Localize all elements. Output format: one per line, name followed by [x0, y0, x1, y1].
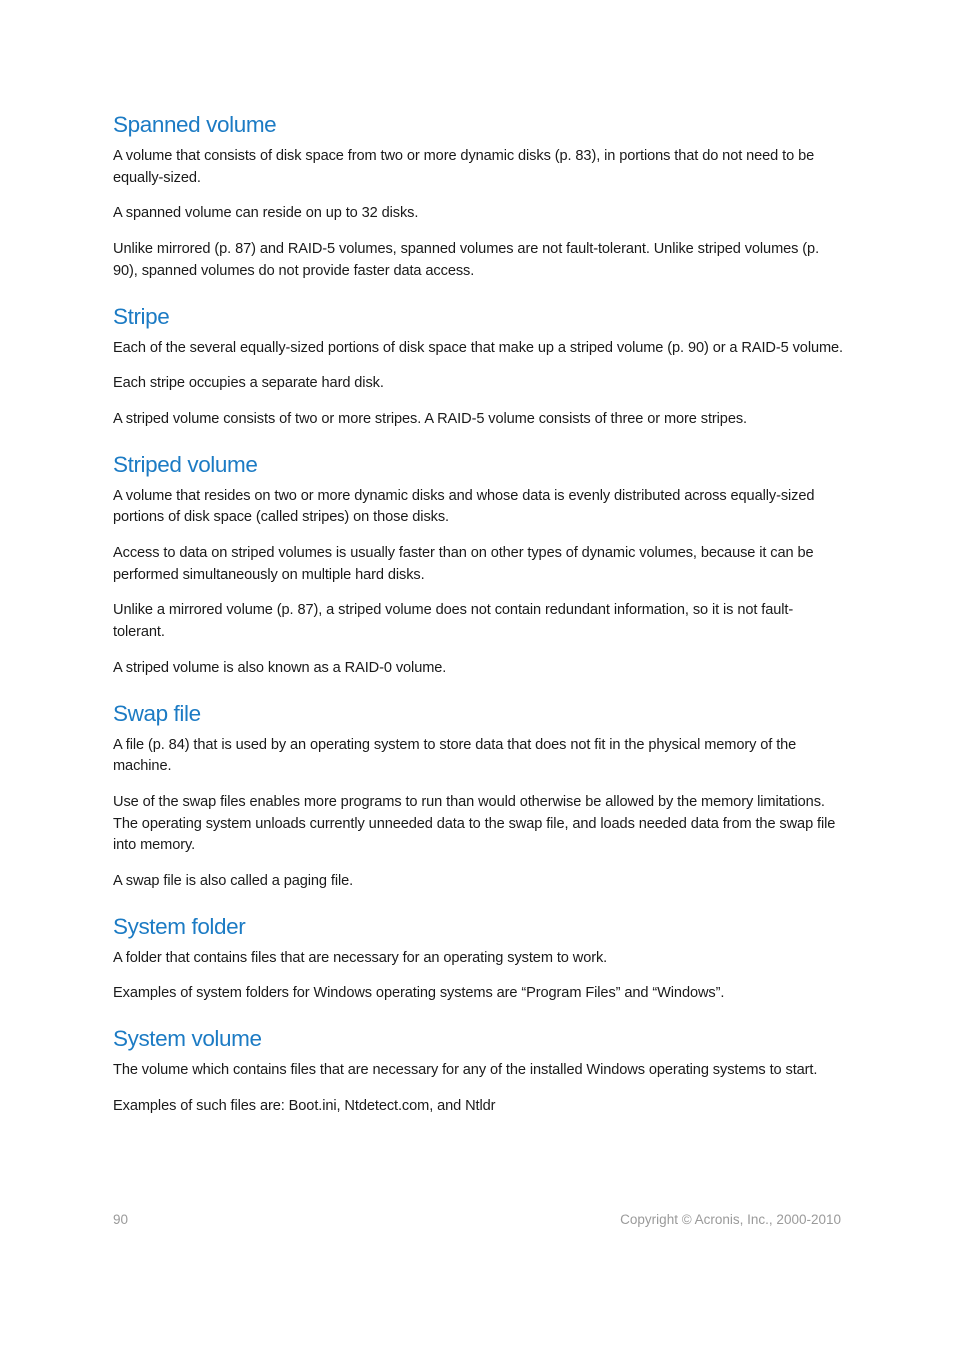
paragraph: The volume which contains files that are necessary for any of the installed Windows operating systems to start.	[113, 1062, 818, 1079]
section-spanned-volume	[113, 110, 843, 283]
paragraph: Unlike a mirrored volume (p. 87), a striped volume does not contain redundant information, so it is not fault-tolerant.	[113, 602, 794, 641]
paragraph: Each of the several equally-sized portions of disk space that make up a striped volume (p. 90) or a RAID-5 volume.	[113, 339, 844, 356]
paragraph: A volume that consists of disk space from two or more dynamic disks (p. 83), in portions that do not need to be equally-sized.	[113, 148, 815, 186]
section-stripe	[113, 302, 843, 431]
page-footer	[113, 1212, 841, 1232]
section-heading: Spanned volume	[113, 112, 277, 137]
copyright-notice: Copyright © Acronis, Inc., 2000-2010	[620, 1212, 841, 1227]
section-heading: System volume	[113, 1026, 262, 1052]
section-striped-volume	[113, 450, 843, 680]
section-system-volume	[113, 1024, 843, 1117]
paragraph: A volume that resides on two or more dynamic disks and whose data is evenly distributed across equally-sized portions of disk space (called stripes) on those disks.	[113, 487, 815, 526]
paragraph: A striped volume consists of two or more stripes. A RAID-5 volume consists of three or more stripes.	[113, 410, 747, 427]
paragraph: A swap file is also called a paging file.	[113, 873, 354, 890]
section-swap-file	[113, 699, 843, 893]
section-system-folder	[113, 912, 843, 1005]
page-number: 90	[113, 1212, 129, 1227]
paragraph: Each stripe occupies a separate hard disk.	[113, 375, 384, 392]
document-body	[113, 110, 843, 1137]
paragraph: Access to data on striped volumes is usually faster than on other types of dynamic volumes, because it can be performed simultaneously on multiple hard disks.	[113, 545, 814, 583]
paragraph: A folder that contains files that are necessary for an operating system to work.	[113, 949, 608, 966]
section-heading: Striped volume	[113, 451, 258, 477]
paragraph: Examples of such files are: Boot.ini, Ntdetect.com, and Ntldr	[113, 1097, 496, 1114]
section-heading: Swap file	[113, 700, 201, 726]
section-heading: Stripe	[113, 303, 170, 329]
paragraph: Examples of system folders for Windows operating systems are “Program Files” and “Windows”.	[113, 985, 725, 1002]
paragraph: A spanned volume can reside on up to 32 disks.	[113, 205, 419, 222]
section-heading: System folder	[113, 913, 246, 939]
paragraph: Unlike mirrored (p. 87) and RAID-5 volumes, spanned volumes are not fault-tolerant. Unlike striped volumes (p. 90), spanned volumes do not provide faster data access.	[113, 241, 820, 279]
paragraph: A striped volume is also known as a RAID-0 volume.	[113, 659, 447, 676]
paragraph: Use of the swap files enables more programs to run than would otherwise be allowed by the memory limitations. The operating system unloads currently unneeded data to the swap file, and loads needed data from the swap file into memory.	[113, 793, 836, 854]
paragraph: A file (p. 84) that is used by an operating system to store data that does not fit in the physical memory of the machine.	[113, 736, 797, 775]
